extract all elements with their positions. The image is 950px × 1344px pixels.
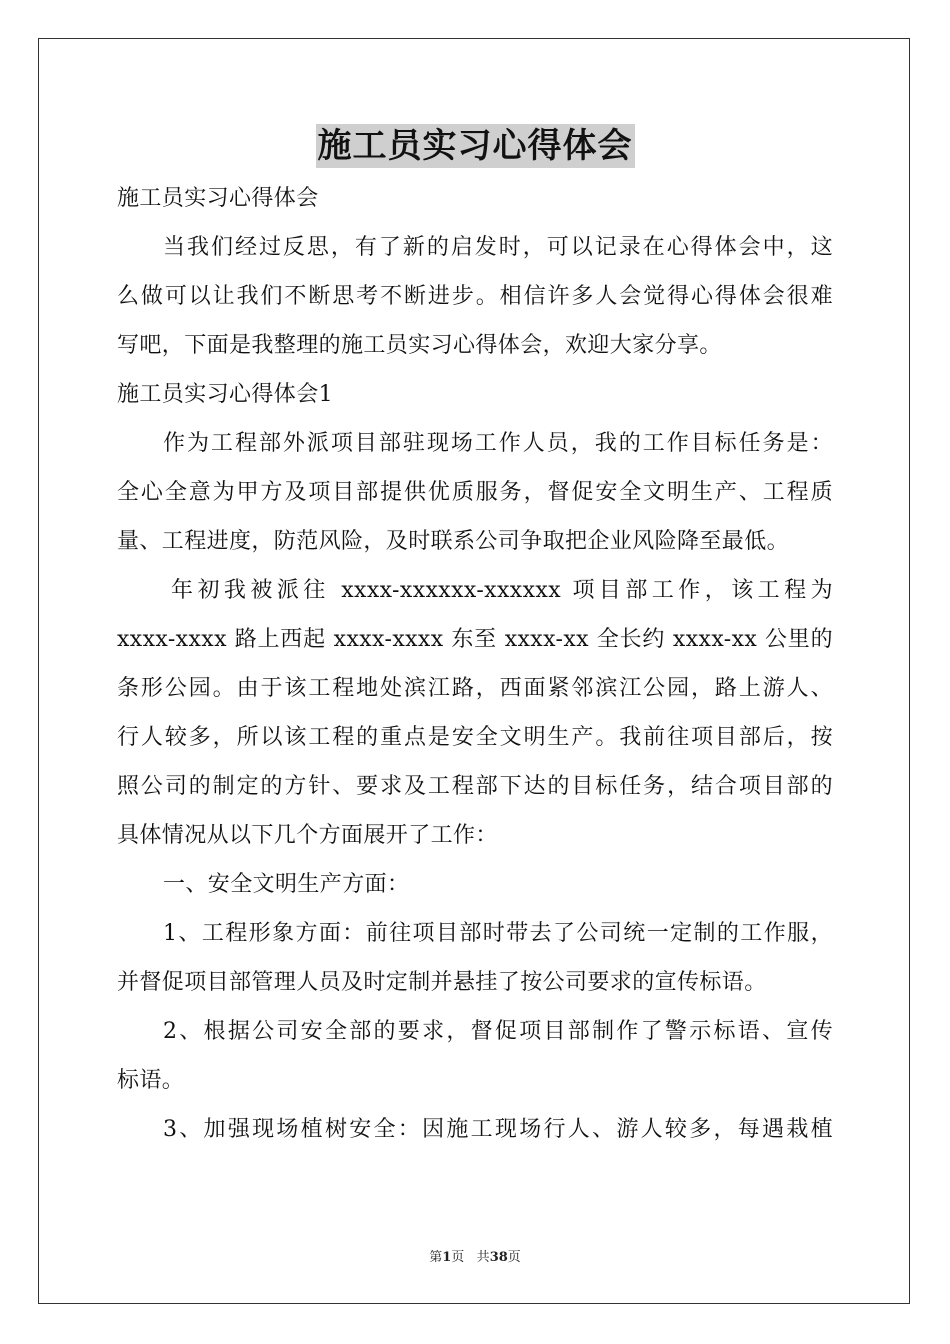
text-line: 2、根据公司安全部的要求，督促项目部制作了警示标语、宣传 — [163, 1019, 833, 1044]
footer-page-number: 1 — [442, 1250, 452, 1265]
document-title: 施工员实习心得体会 — [317, 126, 633, 166]
text-line: 1、工程形象方面：前往项目部时带去了公司统一定制的工作服， — [163, 921, 833, 946]
document-body — [117, 174, 833, 1154]
text-line: 照公司的制定的方针、要求及工程部下达的目标任务，结合项目部的 — [117, 774, 833, 799]
footer-page-suffix: 页 — [451, 1250, 465, 1265]
text-line: 全心全意为甲方及项目部提供优质服务，督促安全文明生产、工程质 — [117, 480, 833, 505]
text-line: 一、安全文明生产方面： — [163, 872, 410, 897]
text-line: 当我们经过反思，有了新的启发时，可以记录在心得体会中，这 — [163, 235, 833, 260]
page-footer — [0, 1246, 950, 1265]
text-line: 施工员实习心得体会1 — [117, 382, 333, 407]
text-line: 具体情况从以下几个方面展开了工作： — [117, 823, 498, 848]
footer-total-prefix: 共 — [476, 1250, 490, 1265]
footer-total-suffix: 页 — [507, 1250, 521, 1265]
text-line: 年初我被派往 xxxx-xxxxxx-xxxxxx 项目部工作，该工程为 — [171, 578, 833, 603]
text-line: 么做可以让我们不断思考不断进步。相信许多人会觉得心得体会很难 — [117, 284, 833, 309]
text-line: 施工员实习心得体会 — [117, 186, 319, 211]
text-line: 行人较多，所以该工程的重点是安全文明生产。我前往项目部后，按 — [117, 725, 833, 750]
footer-total-pages: 38 — [489, 1250, 508, 1265]
text-line: 量、工程进度，防范风险，及时联系公司争取把企业风险降至最低。 — [117, 529, 790, 554]
text-line: 作为工程部外派项目部驻现场工作人员，我的工作目标任务是： — [163, 431, 833, 456]
text-line: 标语。 — [117, 1068, 185, 1093]
text-line: xxxx-xxxx 路上西起 xxxx-xxxx 东至 xxxx-xx 全长约 xxxx-xx 公里的 — [117, 627, 833, 652]
text-line: 3、加强现场植树安全：因施工现场行人、游人较多，每遇栽植 — [163, 1117, 833, 1142]
text-line: 条形公园。由于该工程地处滨江路，西面紧邻滨江公园，路上游人、 — [117, 676, 833, 701]
text-line: 并督促项目部管理人员及时定制并悬挂了按公司要求的宣传标语。 — [117, 970, 767, 995]
text-line: 写吧，下面是我整理的施工员实习心得体会，欢迎大家分享。 — [117, 333, 722, 358]
title-container — [0, 124, 950, 168]
footer-page-prefix: 第 — [429, 1250, 443, 1265]
